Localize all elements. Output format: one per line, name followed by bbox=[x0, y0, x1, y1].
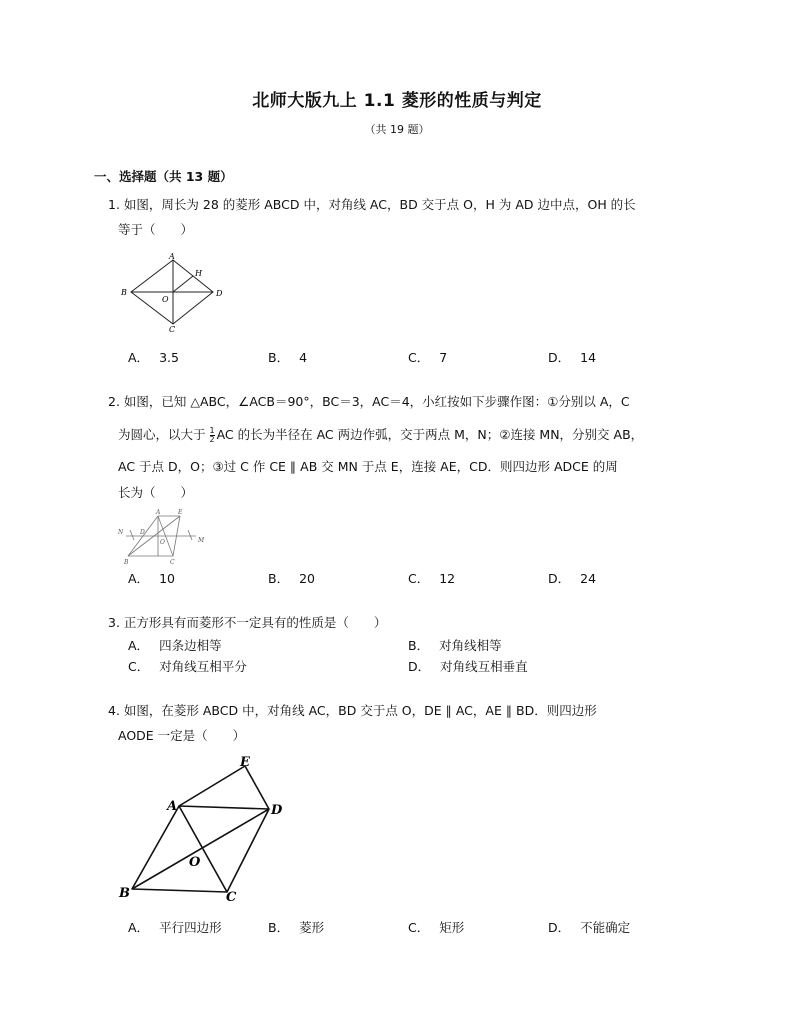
q2-label-M: M bbox=[198, 537, 205, 544]
q3-option-c-label: C． bbox=[128, 659, 150, 674]
q1-stem-line1: 1. 如图，周长为 28 的菱形 ABCD 中，对角线 AC，BD 交于点 O，H 为 AD 边中点，OH 的长 bbox=[108, 197, 636, 212]
q1-option-b-label: B． bbox=[268, 350, 290, 365]
q2-figure bbox=[118, 508, 208, 568]
q1-label-H: H bbox=[195, 269, 202, 278]
q4-option-b-text: 菱形 bbox=[299, 920, 325, 935]
q1-label-B: B bbox=[121, 288, 127, 297]
q2-label-B: B bbox=[124, 559, 129, 566]
q4-option-b-label: B． bbox=[268, 920, 290, 935]
question-count: （共 19 题） bbox=[364, 123, 430, 136]
q3-option-b-text: 对角线相等 bbox=[439, 638, 502, 653]
q2-option-a-text: 10 bbox=[159, 571, 175, 586]
q4-stem-line1: 4. 如图，在菱形 ABCD 中，对角线 AC，BD 交于点 O，DE ∥ AC，AE ∥ BD．则四边形 bbox=[108, 703, 597, 718]
q1-figure bbox=[118, 254, 228, 334]
q2-option-a-label: A． bbox=[128, 571, 150, 586]
q1-option-d-text: 14 bbox=[580, 350, 597, 365]
q1-label-A: A bbox=[169, 252, 175, 261]
q2-option-b-label: B． bbox=[268, 571, 290, 586]
q2-stem-line2 bbox=[118, 425, 643, 445]
q4-option-a[interactable] bbox=[128, 918, 222, 938]
q2-option-b[interactable] bbox=[268, 569, 315, 589]
q1-option-d[interactable] bbox=[548, 348, 596, 368]
q2-option-d-label: D． bbox=[548, 571, 571, 586]
q2-stem-line4: 长为（ ） bbox=[118, 485, 194, 500]
q4-option-b[interactable] bbox=[268, 918, 324, 938]
q3-stem-line1: 3. 正方形具有而菱形不一定具有的性质是（ ） bbox=[108, 615, 387, 630]
q4-label-O: O bbox=[189, 855, 201, 870]
q2-label-E: E bbox=[178, 509, 183, 516]
q2-label-A: A bbox=[156, 509, 161, 516]
q1-option-c-text: 7 bbox=[439, 350, 448, 365]
q2-label-N: N bbox=[118, 529, 124, 536]
q3-option-a-text: 四条边相等 bbox=[159, 638, 222, 653]
q3-option-d-text: 对角线互相垂直 bbox=[440, 659, 528, 674]
q1-option-a[interactable] bbox=[128, 348, 179, 368]
q4-label-A: A bbox=[167, 799, 178, 814]
section-heading: 一、选择题（共 13 题） bbox=[94, 169, 233, 184]
fraction-one-half bbox=[210, 427, 215, 444]
q4-option-d-label: D． bbox=[548, 920, 571, 935]
q2-option-d-text: 24 bbox=[580, 571, 597, 586]
q1-option-c[interactable] bbox=[408, 348, 447, 368]
q3-option-a[interactable] bbox=[128, 636, 222, 656]
q3-option-a-label: A． bbox=[128, 638, 150, 653]
q4-option-a-label: A． bbox=[128, 920, 150, 935]
q2-stem-line2-prefix: 为圆心，以大于 bbox=[118, 427, 206, 442]
q1-option-d-label: D． bbox=[548, 350, 571, 365]
q1-option-c-label: C． bbox=[408, 350, 430, 365]
fraction-denominator: 2 bbox=[209, 435, 215, 444]
q4-option-c-text: 矩形 bbox=[439, 920, 465, 935]
q4-option-c[interactable] bbox=[408, 918, 464, 938]
q1-option-b-text: 4 bbox=[299, 350, 308, 365]
q1-stem-line2: 等于（ ） bbox=[118, 222, 194, 237]
q2-option-c-text: 12 bbox=[439, 571, 456, 586]
q1-option-a-text: 3.5 bbox=[159, 350, 179, 365]
q4-label-C: C bbox=[226, 890, 237, 905]
q2-option-a[interactable] bbox=[128, 569, 175, 589]
q3-option-d[interactable] bbox=[408, 657, 528, 677]
q1-option-a-label: A． bbox=[128, 350, 150, 365]
q2-option-d[interactable] bbox=[548, 569, 596, 589]
q3-option-b[interactable] bbox=[408, 636, 502, 656]
q4-option-d[interactable] bbox=[548, 918, 630, 938]
q2-option-c-label: C． bbox=[408, 571, 430, 586]
q1-label-D: D bbox=[216, 289, 223, 298]
q1-option-b[interactable] bbox=[268, 348, 307, 368]
q3-option-b-label: B． bbox=[408, 638, 430, 653]
page-title: 北师大版九上 1.1 菱形的性质与判定 bbox=[252, 91, 542, 111]
q1-label-C: C bbox=[169, 325, 176, 334]
q2-stem-line1: 2. 如图，已知 △ABC，∠ACB＝90°，BC＝3，AC＝4，小红按如下步骤作图：①分别以 A，C bbox=[108, 394, 630, 409]
q2-option-c[interactable] bbox=[408, 569, 455, 589]
q1-label-O: O bbox=[162, 295, 169, 304]
q2-label-O: O bbox=[160, 539, 165, 546]
q4-label-D: D bbox=[271, 803, 283, 818]
q4-option-a-text: 平行四边形 bbox=[159, 920, 222, 935]
q2-stem-line3: AC 于点 D，O；③过 C 作 CE ∥ AB 交 MN 于点 E，连接 AE，CD．则四边形 ADCE 的周 bbox=[118, 459, 618, 474]
q4-option-c-label: C． bbox=[408, 920, 430, 935]
q2-stem-line2-suffix: AC 的长为半径在 AC 两边作弧，交于两点 M，N；②连接 MN，分别交 AB， bbox=[216, 427, 644, 442]
fraction-numerator: 1 bbox=[209, 426, 215, 435]
q3-option-c[interactable] bbox=[128, 657, 247, 677]
q4-figure bbox=[115, 752, 285, 905]
q3-option-c-text: 对角线互相平分 bbox=[159, 659, 247, 674]
q3-option-d-label: D． bbox=[408, 659, 431, 674]
q4-label-E: E bbox=[240, 755, 250, 770]
q4-label-B: B bbox=[119, 886, 130, 901]
q4-option-d-text: 不能确定 bbox=[580, 920, 631, 935]
q2-option-b-text: 20 bbox=[299, 571, 315, 586]
q4-stem-line2: AODE 一定是（ ） bbox=[118, 728, 246, 743]
q2-label-D: D bbox=[140, 529, 145, 536]
q2-label-C: C bbox=[170, 559, 175, 566]
